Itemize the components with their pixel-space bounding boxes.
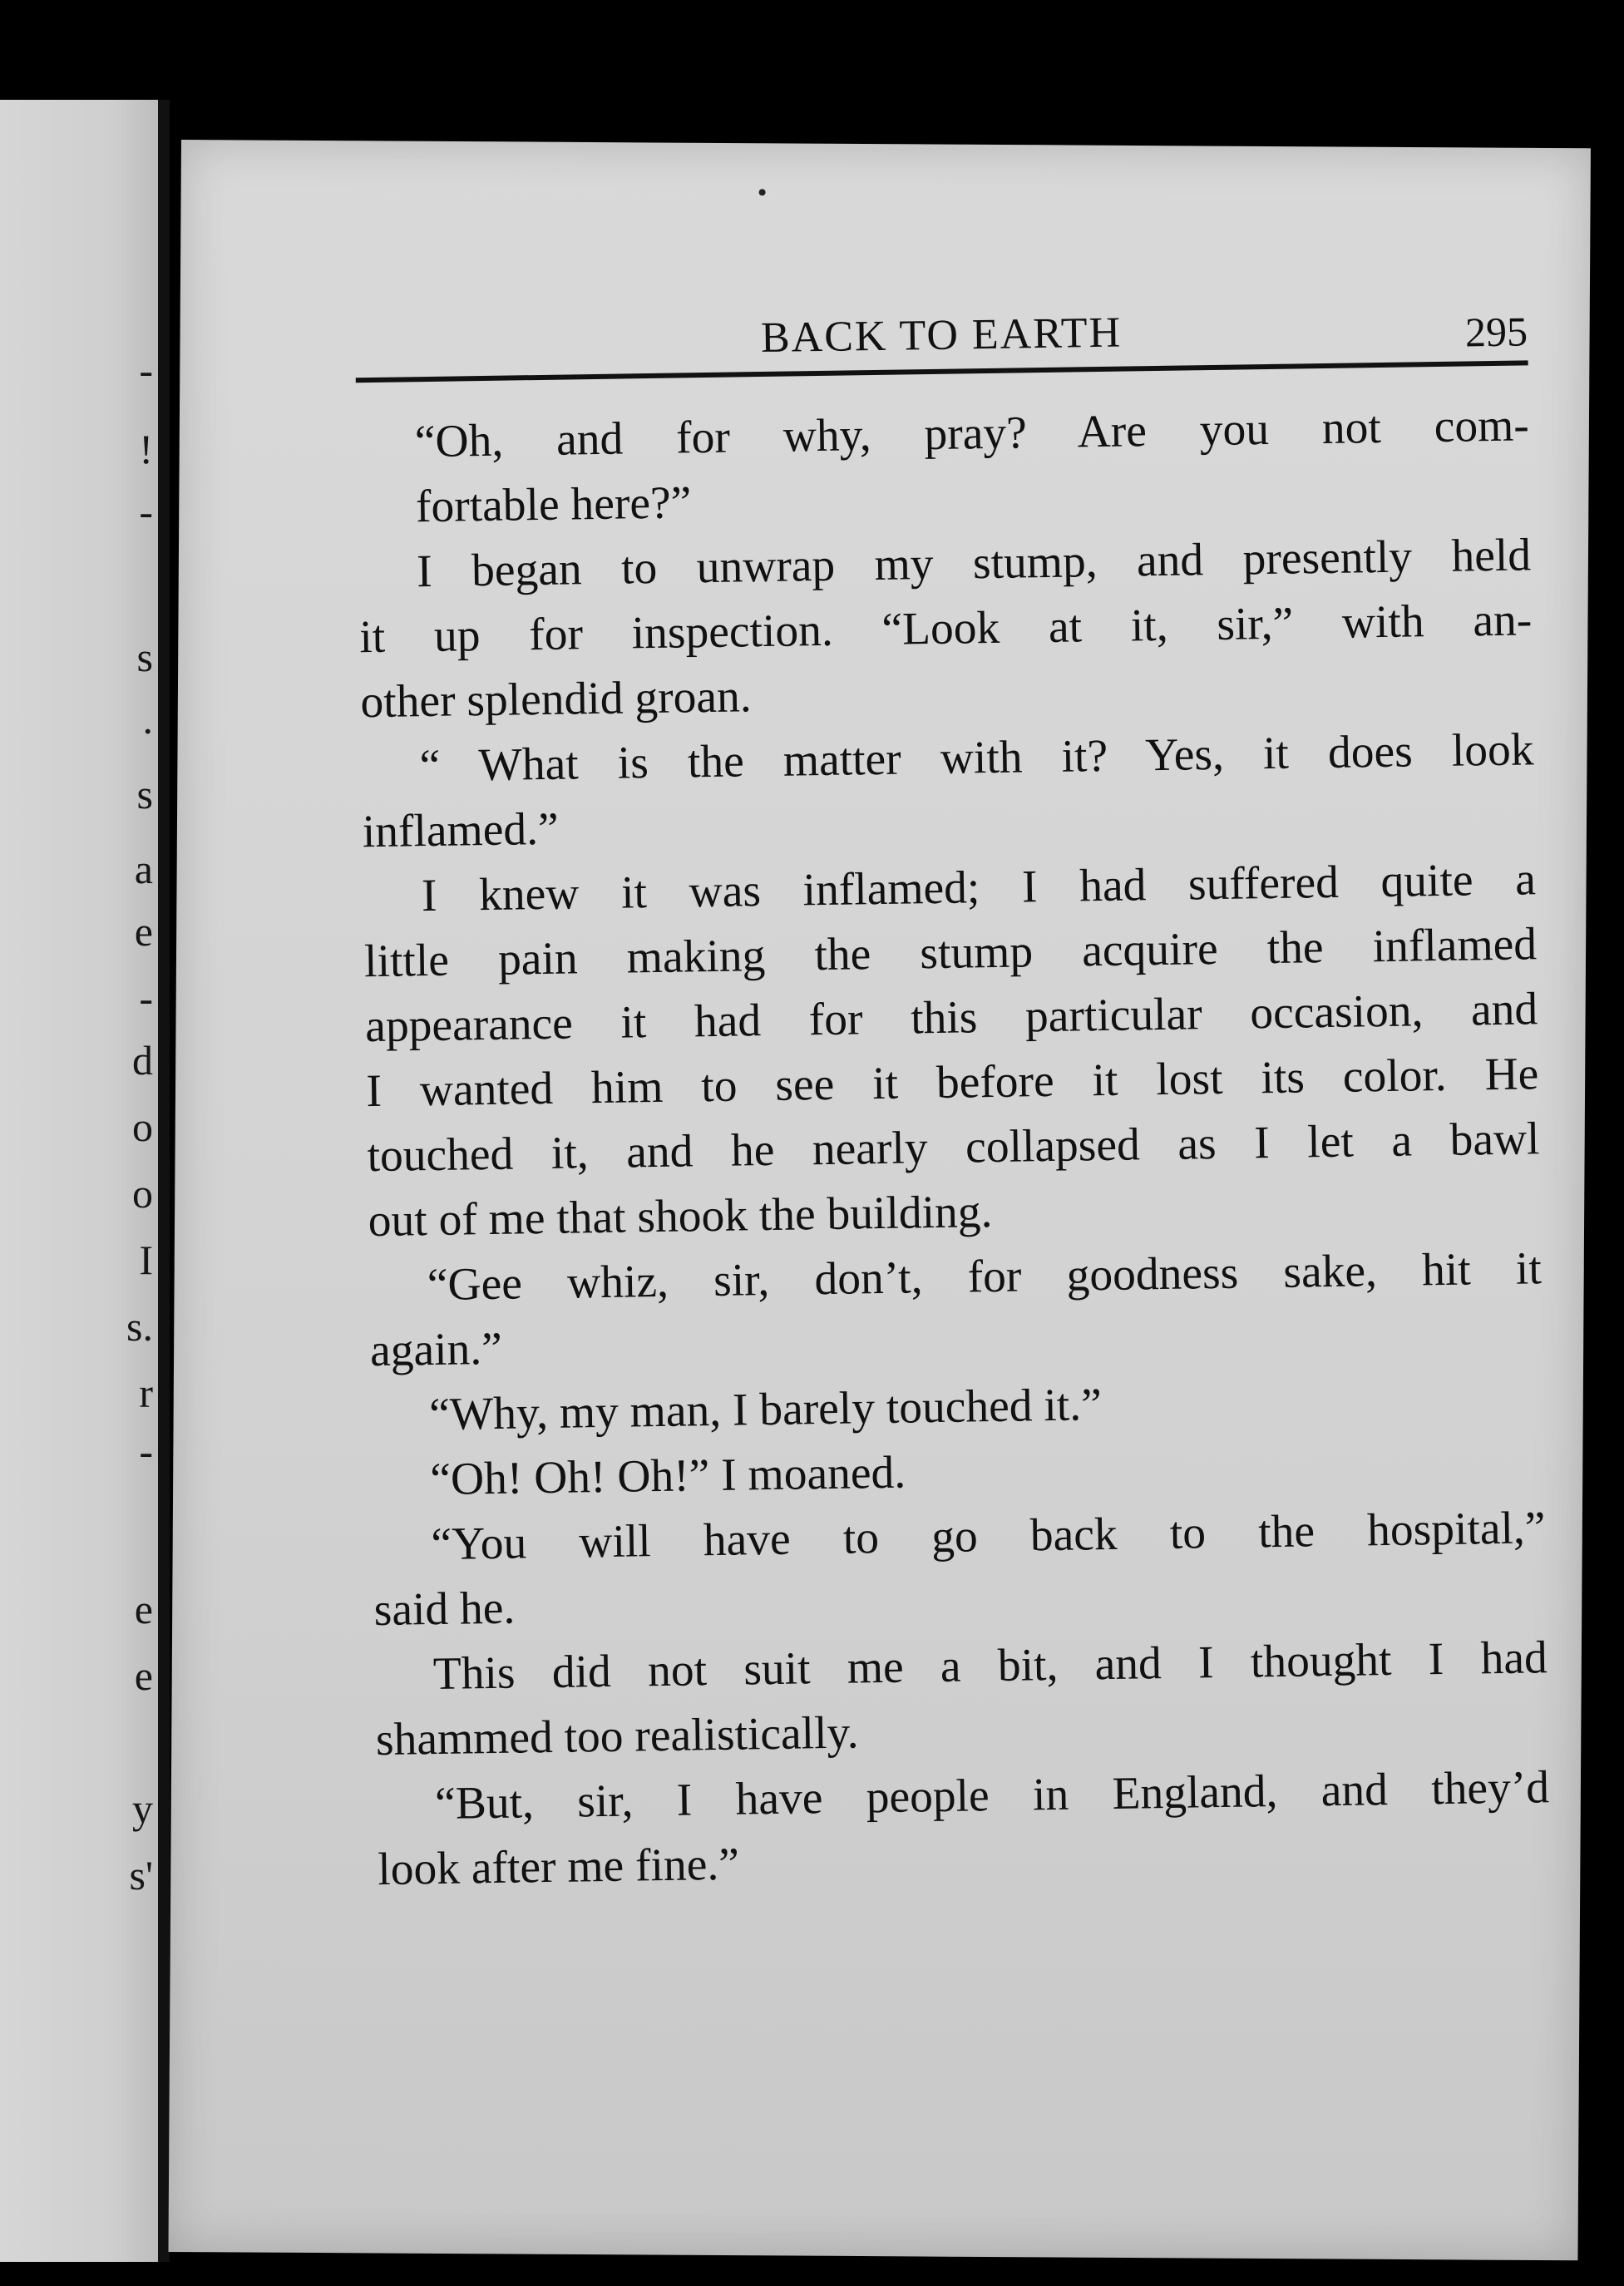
paragraph (356, 393, 1530, 541)
left-page-edge (0, 100, 170, 2262)
edge-letter: . (142, 696, 153, 743)
edge-letter: e (134, 1652, 153, 1699)
edge-letter: - (139, 975, 153, 1021)
paragraph (374, 1626, 1548, 1773)
edge-letter: o (132, 1104, 153, 1150)
edge-letter: - (139, 488, 153, 535)
edge-letter: I (139, 1237, 153, 1283)
edge-letter: e (134, 1586, 153, 1632)
text-line: “But, sir, I have people in England, and they’d (434, 1762, 1550, 1830)
text-line: fortable here?” (415, 477, 692, 533)
text-line: I wanted him to see it before it lost its color. He (366, 1049, 1539, 1118)
running-head (355, 302, 1528, 383)
paragraph (377, 1755, 1551, 1903)
edge-letter: - (139, 347, 153, 393)
text-line: I began to unwrap my stump, and presently held (416, 530, 1532, 598)
page-number: 295 (1464, 308, 1528, 356)
edge-letter: d (132, 1037, 153, 1084)
edge-letter: a (134, 846, 153, 892)
text-line: it up for inspection. “Look at it, sir,” with an- (358, 595, 1533, 664)
text-line: “Gee whiz, sir, don’t, for goodness sake, hit it (427, 1243, 1543, 1311)
paragraph (368, 1237, 1543, 1384)
edge-letter: e (134, 908, 153, 955)
text-line: This did not suit me a bit, and I thought I had (432, 1632, 1548, 1701)
edge-letter: s' (129, 1852, 153, 1898)
edge-letter: ! (139, 426, 153, 472)
edge-letter: s. (126, 1303, 153, 1350)
text-line: inflamed.” (362, 803, 560, 858)
edge-letter: r (139, 1370, 153, 1416)
text-line: I knew it was inflamed; I had suffered quite a (421, 854, 1537, 922)
text-line: out of me that shook the building. (368, 1187, 993, 1247)
text-line: “Why, my man, I barely touched it.” (428, 1380, 1103, 1441)
text-line: touched it, and he nearly collapsed as I let a bawl (367, 1113, 1540, 1182)
edge-letter: o (132, 1170, 153, 1217)
text-line: “ What is the matter with it? Yes, it does look (419, 724, 1534, 792)
text-line: little pain making the stump acquire the inflamed (363, 919, 1538, 988)
body-text (356, 393, 1550, 1903)
text-line: again.” (369, 1323, 503, 1377)
text-line: “You will have to go back to the hospital,” (431, 1503, 1546, 1571)
paragraph (363, 847, 1541, 1254)
text-line: said he. (373, 1582, 516, 1637)
paper-speck (759, 189, 766, 195)
edge-letter: s (136, 771, 153, 817)
paragraph (361, 718, 1535, 865)
running-title: BACK TO EARTH (760, 309, 1123, 363)
text-line: “Oh, and for why, pray? Are you not com- (414, 400, 1530, 468)
book-page (168, 140, 1590, 2260)
paragraph (358, 523, 1533, 735)
paragraph (373, 1496, 1547, 1643)
edge-letter: y (132, 1785, 153, 1832)
edge-letter: - (139, 1428, 153, 1474)
text-line: look after me fine.” (377, 1839, 740, 1896)
text-line: appearance it had for this particular occasion, and (364, 984, 1538, 1053)
page-body (355, 302, 1551, 1903)
edge-letter: s (136, 634, 153, 680)
text-line: shammed too realistically. (375, 1707, 859, 1766)
text-line: other splendid groan. (360, 671, 753, 728)
left-page-edge-letters (120, 100, 153, 2262)
text-line: “Oh! Oh! Oh!” I moaned. (429, 1447, 906, 1506)
